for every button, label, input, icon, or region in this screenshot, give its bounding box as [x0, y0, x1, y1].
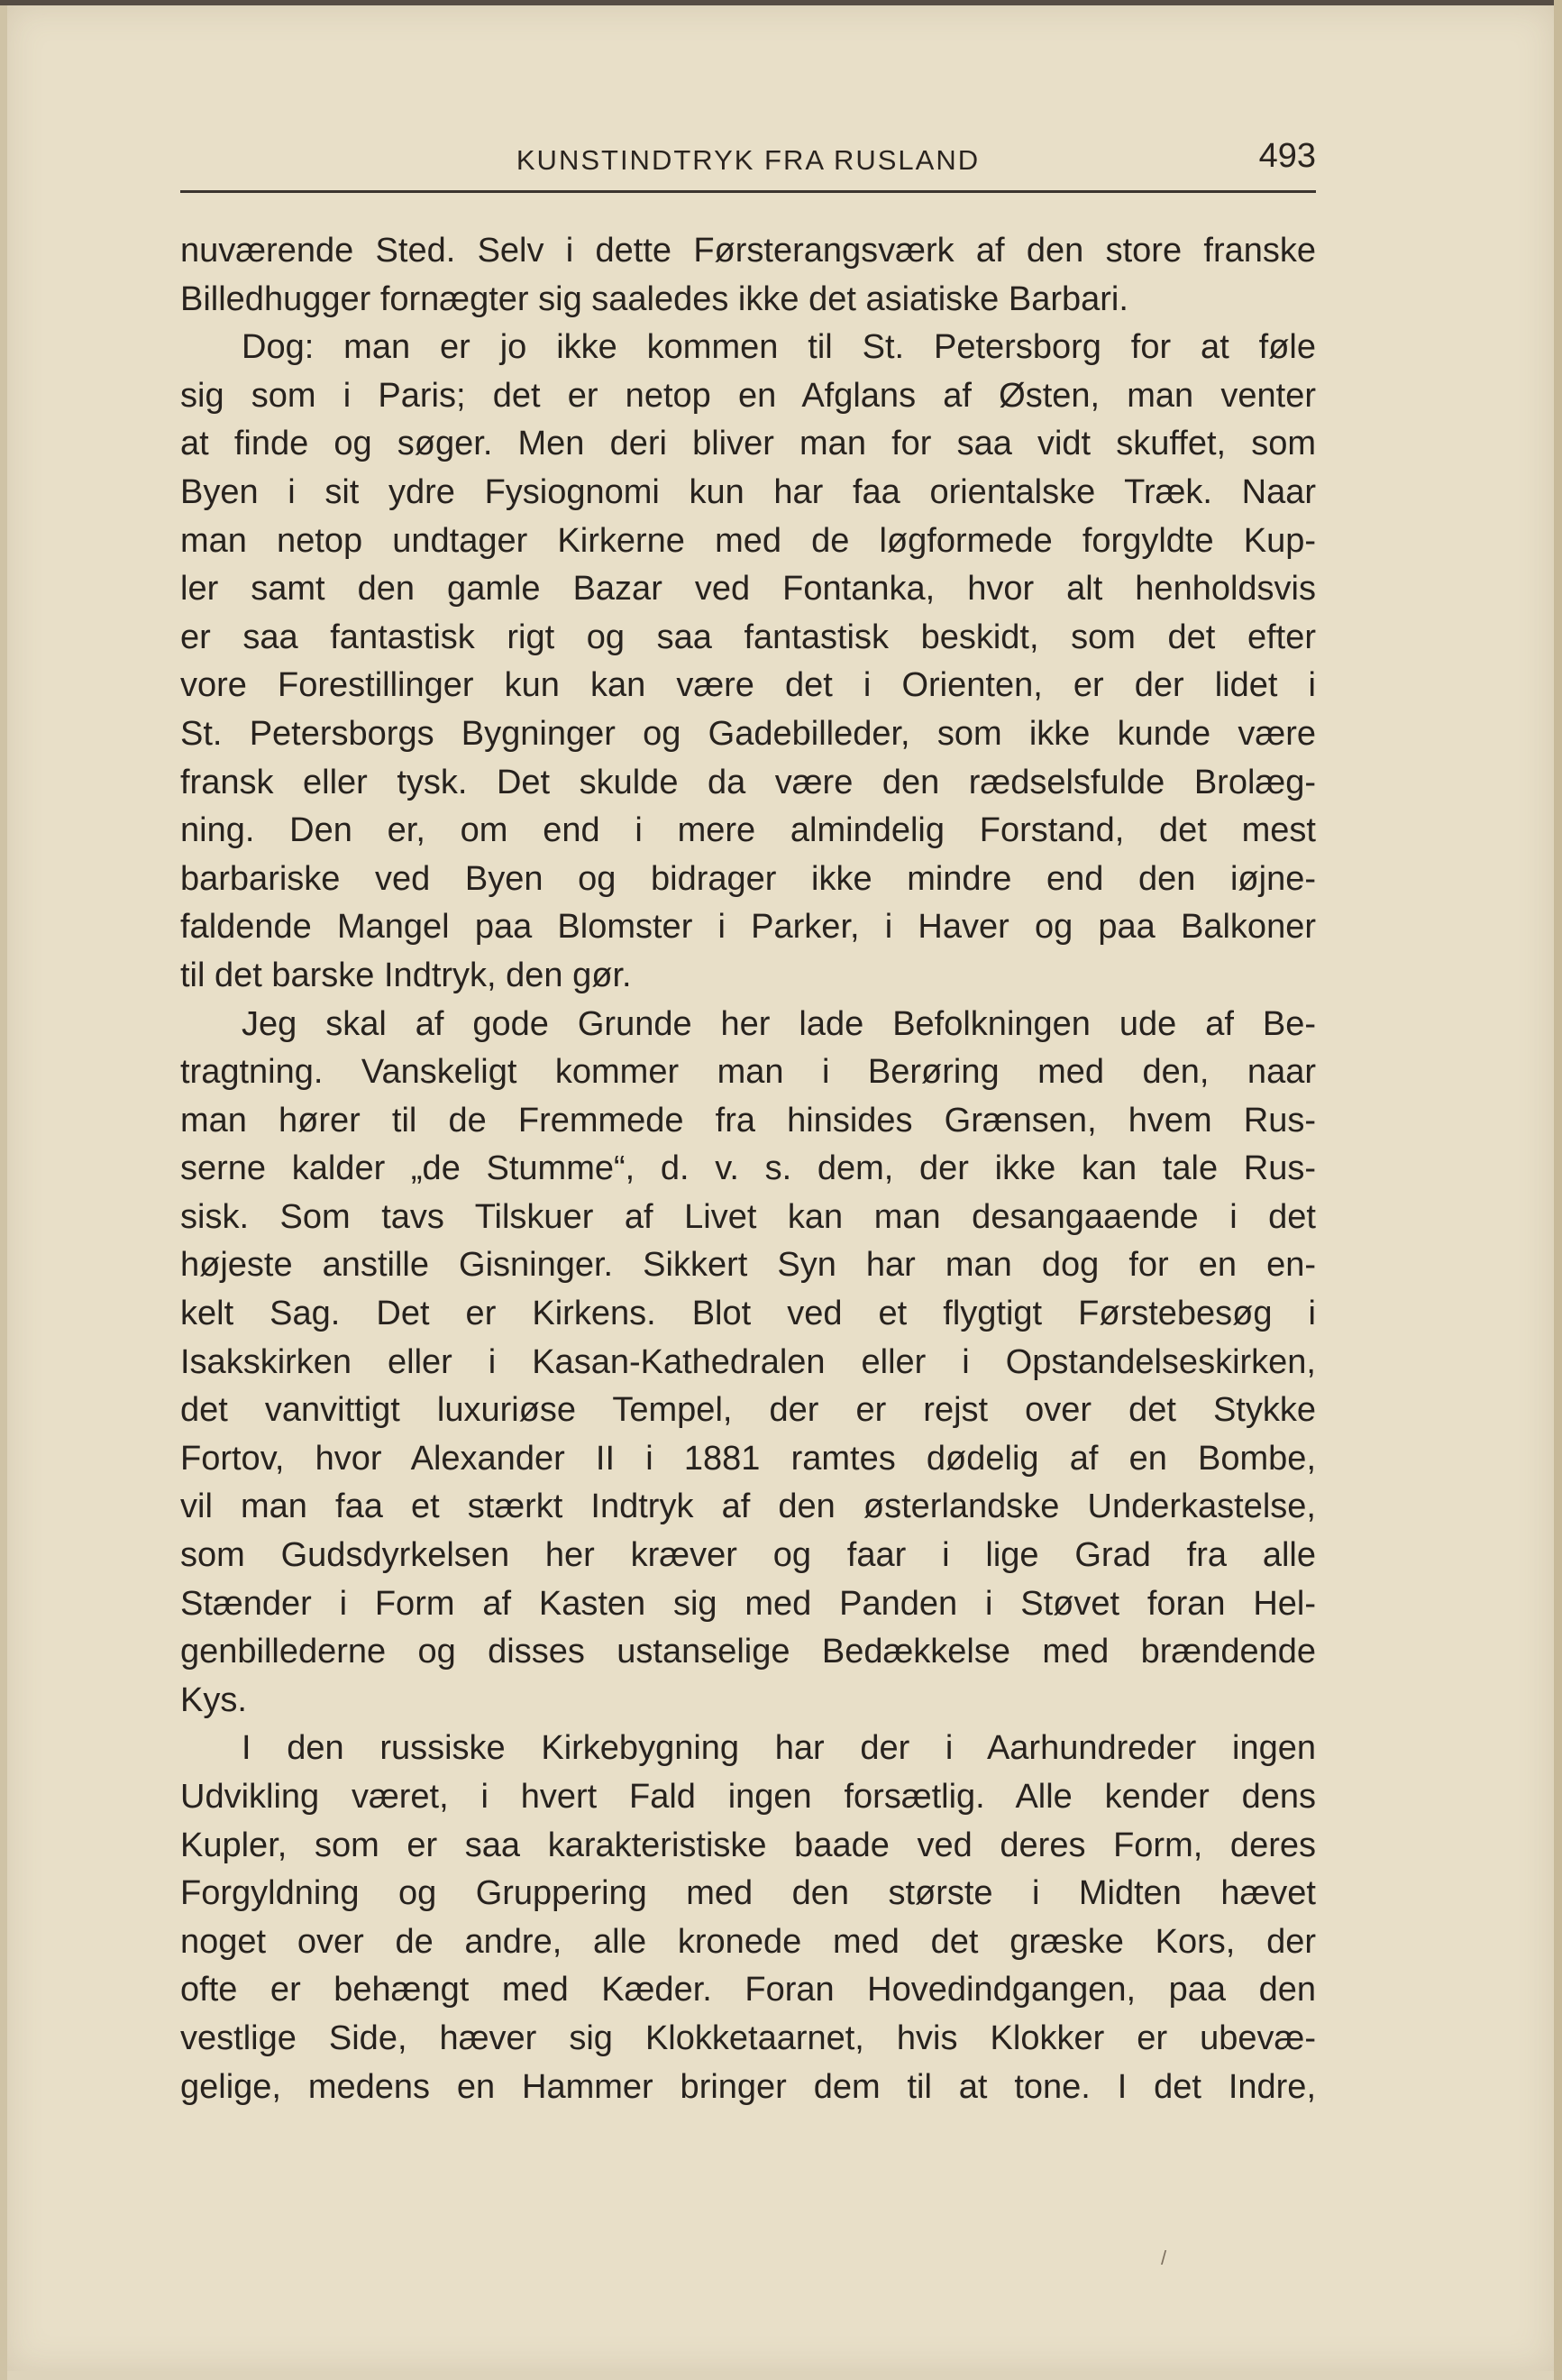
text-line: vore Forestillinger kun kan være det i Orienten, er der lidet i — [180, 666, 1316, 705]
text-line: serne kalder „de Stumme“, d. v. s. dem, der ikke kan tale Rus- — [180, 1149, 1316, 1188]
text-line: St. Petersborgs Bygninger og Gadebilleder, som ikke kunde være — [180, 714, 1316, 753]
text-line: genbillederne og disses ustanselige Bedækkelse med brændende — [180, 1633, 1316, 1671]
text-line: sig som i Paris; det er netop en Afglans af Østen, man venter — [180, 376, 1316, 415]
text-line: I den russiske Kirkebygning har der i Aarhundreder ingen — [242, 1729, 1316, 1768]
text-line: til det barske Indtryk, den gør. — [180, 956, 632, 994]
text-line: tragtning. Vanskeligt kommer man i Berøring med den, naar — [180, 1053, 1316, 1092]
text-line: gelige, medens en Hammer bringer dem til at tone. I det Indre, — [180, 2067, 1316, 2106]
text-line: det vanvittigt luxuriøse Tempel, der er rejst over det Stykke — [180, 1391, 1316, 1430]
page-number: 493 — [1258, 137, 1316, 175]
header-rule — [180, 190, 1316, 193]
text-line: ler samt den gamle Bazar ved Fontanka, hvor alt henholdsvis — [180, 570, 1316, 609]
text-line: at finde og søger. Men deri bliver man for saa vidt skuffet, som — [180, 425, 1316, 463]
text-line: som Gudsdyrkelsen her kræver og faar i lige Grad fra alle — [180, 1536, 1316, 1575]
book-gutter-left — [0, 0, 7, 2380]
text-line: vil man faa et stærkt Indtryk af den østerlandske Underkastelse, — [180, 1488, 1316, 1526]
text-line: noget over de andre, alle kronede med det græske Kors, der — [180, 1922, 1316, 1961]
text-line: Jeg skal af gode Grunde her lade Befolkningen ude af Be- — [242, 1004, 1316, 1043]
text-line: nuværende Sted. Selv i dette Førsterangsværk af den store franske — [180, 232, 1316, 270]
text-line: er saa fantastisk rigt og saa fantastisk beskidt, som det efter — [180, 618, 1316, 656]
text-line: Stænder i Form af Kasten sig med Panden i Støvet foran Hel- — [180, 1584, 1316, 1623]
stray-ink-mark: / — [1161, 2247, 1167, 2269]
text-line: Dog: man er jo ikke kommen til St. Petersborg for at føle — [242, 328, 1316, 367]
text-line: Kupler, som er saa karakteristiske baade ved deres Form, deres — [180, 1826, 1316, 1864]
body-text — [180, 227, 1316, 2111]
text-line: barbariske ved Byen og bidrager ikke mindre end den iøjne- — [180, 859, 1316, 898]
text-line: højeste anstille Gisninger. Sikkert Syn har man dog for en en- — [180, 1246, 1316, 1285]
text-line: ofte er behængt med Kæder. Foran Hovedindgangen, paa den — [180, 1971, 1316, 2009]
running-title: KUNSTINDTRYK FRA RUSLAND — [516, 144, 981, 176]
page-header — [180, 135, 1316, 186]
text-line: sisk. Som tavs Tilskuer af Livet kan man desangaaende i det — [180, 1197, 1316, 1236]
text-line: Udvikling været, i hvert Fald ingen forsætlig. Alle kender dens — [180, 1778, 1316, 1816]
book-edge-right — [1554, 0, 1562, 2380]
text-line: vestlige Side, hæver sig Klokketaarnet, hvis Klokker er ubevæ- — [180, 2018, 1316, 2057]
text-line: man netop undtager Kirkerne med de løgformede forgyldte Kup- — [180, 521, 1316, 560]
text-line: Byen i sit ydre Fysiognomi kun har faa orientalske Træk. Naar — [180, 472, 1316, 511]
text-line: Billedhugger fornægter sig saaledes ikke det asiatiske Barbari. — [180, 279, 1128, 318]
text-line: Kys. — [180, 1680, 247, 1719]
text-line: man hører til de Fremmede fra hinsides Grænsen, hvem Rus- — [180, 1101, 1316, 1140]
text-line: kelt Sag. Det er Kirkens. Blot ved et flygtigt Førstebesøg i — [180, 1295, 1316, 1333]
text-line: ning. Den er, om end i mere almindelig Forstand, det mest — [180, 811, 1316, 850]
text-line: Fortov, hvor Alexander II i 1881 ramtes dødelig af en Bombe, — [180, 1439, 1316, 1478]
text-line: faldende Mangel paa Blomster i Parker, i Haver og paa Balkoner — [180, 908, 1316, 947]
text-line: fransk eller tysk. Det skulde da være den rædselsfulde Brolæg- — [180, 763, 1316, 801]
text-line: Forgyldning og Gruppering med den største i Midten hævet — [180, 1874, 1316, 1913]
text-line: Isakskirken eller i Kasan-Kathedralen eller i Opstandelseskirken, — [180, 1342, 1316, 1381]
